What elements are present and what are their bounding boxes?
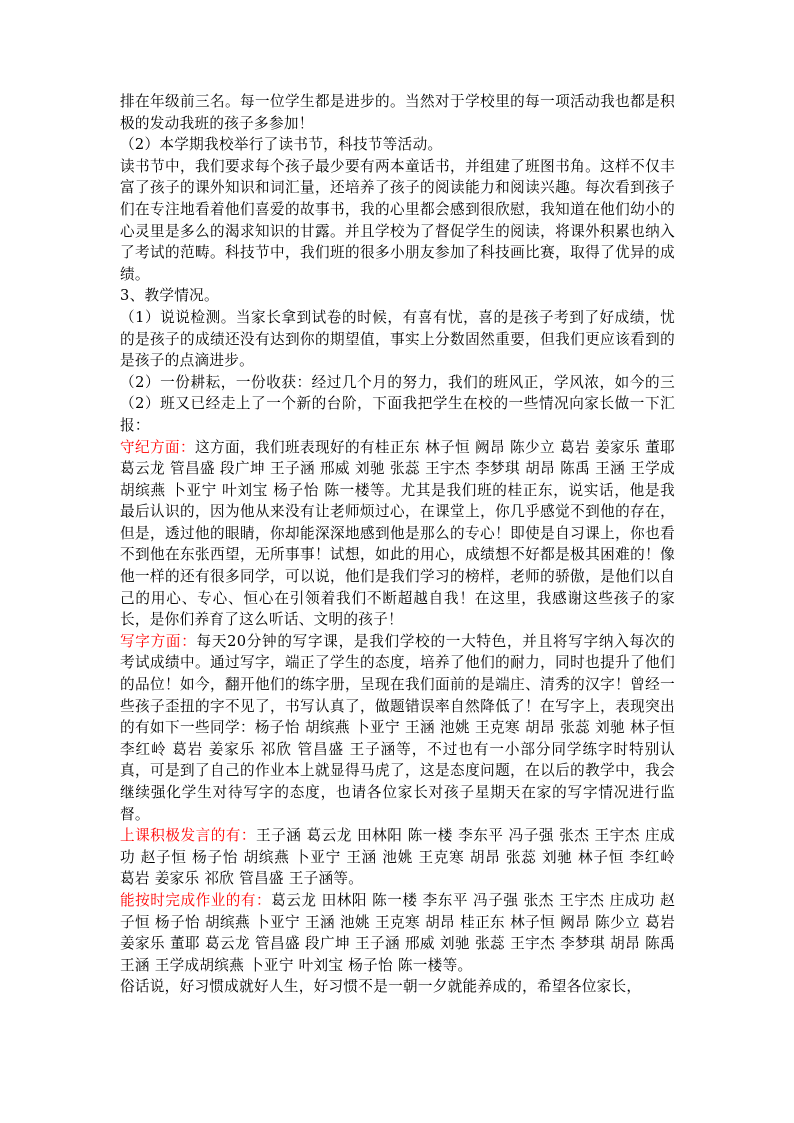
handwriting-text: 每天20分钟的写字课，是我们学校的一大特色，并且将写字纳入每次的考试成绩中。通过写字，端正了学生的态度，培养了他们的耐力，同时也提升了他们的品位！如今，翻开他们的练字册，呈现在我们面前的是端庄、清秀的汉字！曾经一些孩子歪扭的字不见了，书写认真了，做题错误率自然降低了！在写字上，表现突出的有如下一些同学：杨子怡 胡缤燕 卜亚宁 王涵 池姚 王克寒 胡昂 张蕊 刘驰 林子恒 李红岭 葛岩 姜家乐 祁欣 管昌盛 王子涵等，不过也有一小部分同学练字时特别认真，可是到了自己的作业本上就显得马虎了，这是态度问题，在以后的教学中，我会继续强化学生对待写字的态度，也请各位家长对孩子星期天在家的写字情况进行监督。 [120,632,675,823]
discipline-text: 这方面，我们班表现好的有桂正东 林子恒 阙昂 陈少立 葛岩 姜家乐 董耶 葛云龙 管昌盛 段广坤 王子涵 邢威 刘驰 张蕊 王宇杰 李梦琪 胡昂 陈禹 王涵 王学成 胡缤燕 卜亚宁 叶刘宝 杨子怡 陈一楼等。尤其是我们班的桂正东，说实话，他是我最后认识的，因为他从来没有让老师烦过心，在课堂上，你几乎感觉不到他的存在，但是，透过他的眼睛，你却能深深地感到他是那么的专心！即使是自习课上，你也看不到他在东张西望，无所事事！试想，如此的用心，成绩想不好都是极其困难的！像他一样的还有很多同学，可以说，他们是我们学习的榜样，老师的骄傲，是他们以自己的用心、专心、恒心在引领着我们不断超越自我！在这里，我感谢这些孩子的家长，是你们养育了这么听话、文明的孩子！ [120,438,675,629]
active-speakers-label: 上课积极发言的有： [120,827,257,845]
paragraph-test-results: （1）说说检测。当家长拿到试卷的时候，有喜有忧，喜的是孩子考到了好成绩，忧的是孩子的成绩还没有达到你的期望值，事实上分数固然重要，但我们更应该看到的是孩子的点滴进步。 [120,308,675,370]
document-page [120,91,675,998]
active-speakers-text: 王子涵 葛云龙 田林阳 陈一楼 李东平 冯子强 张杰 王宇杰 庄成功 赵子恒 杨子怡 胡缤燕 卜亚宁 王涵 池姚 王克寒 胡昂 张蕊 刘驰 林子恒 李红岭 葛岩 姜家乐 祁欣 管昌盛 王子涵等。 [120,827,676,888]
paragraph-active-speakers [120,825,675,890]
paragraph-habits: 俗话说，好习惯成就好人生，好习惯不是一朝一夕就能养成的，希望各位家长， [120,978,642,996]
paragraph-discipline [120,437,675,631]
paragraph-ranking: 排在年级前三名。每一位学生都是进步的。当然对于学校里的每一项活动我也都是积极的发动我班的孩子多参加！ [120,93,675,132]
handwriting-label: 写字方面： [120,632,197,650]
homework-text: 葛云龙 田林阳 陈一楼 李东平 冯子强 张杰 王宇杰 庄成功 赵子恒 杨子怡 胡缤燕 卜亚宁 王涵 池姚 王克寒 胡昂 桂正东 林子恒 阙昂 陈少立 葛岩 姜家乐 董耶 葛云龙 管昌盛 段广坤 王子涵 邢威 刘驰 张蕊 王宇杰 李梦琪 胡昂 陈禹 王涵 王学成胡缤燕 卜亚宁 叶刘宝 杨子怡 陈一楼等。 [120,891,675,974]
paragraph-homework [120,890,675,976]
paragraph-activities-heading: （2）本学期我校举行了读书节，科技节等活动。 [120,136,443,154]
discipline-label: 守纪方面： [120,438,195,456]
paragraph-handwriting [120,631,675,825]
homework-label: 能按时完成作业的有： [120,891,272,909]
paragraph-reading-festival: 读书节中，我们要求每个孩子最少要有两本童话书，并组建了班图书角。这样不仅丰富了孩子的课外知识和词汇量，还培养了孩子的阅读能力和阅读兴趣。每次看到孩子们在专注地看着他们喜爱的故事书，我的心里都会感到很欣慰，我知道在他们幼小的心灵里是多么的渴求知识的甘露。并且学校为了督促学生的阅读，将课外积累也纳入了考试的范畴。科技节中，我们班的很多小朋友参加了科技画比赛，取得了优异的成绩。 [120,157,675,283]
paragraph-class-report: （2）一份耕耘，一份收获：经过几个月的努力，我们的班风正，学风浓，如今的三（2）班又已经走上了一个新的台阶，下面我把学生在校的一些情况向家长做一下汇报： [120,373,675,434]
section-heading-teaching: 3、教学情况。 [120,287,219,305]
